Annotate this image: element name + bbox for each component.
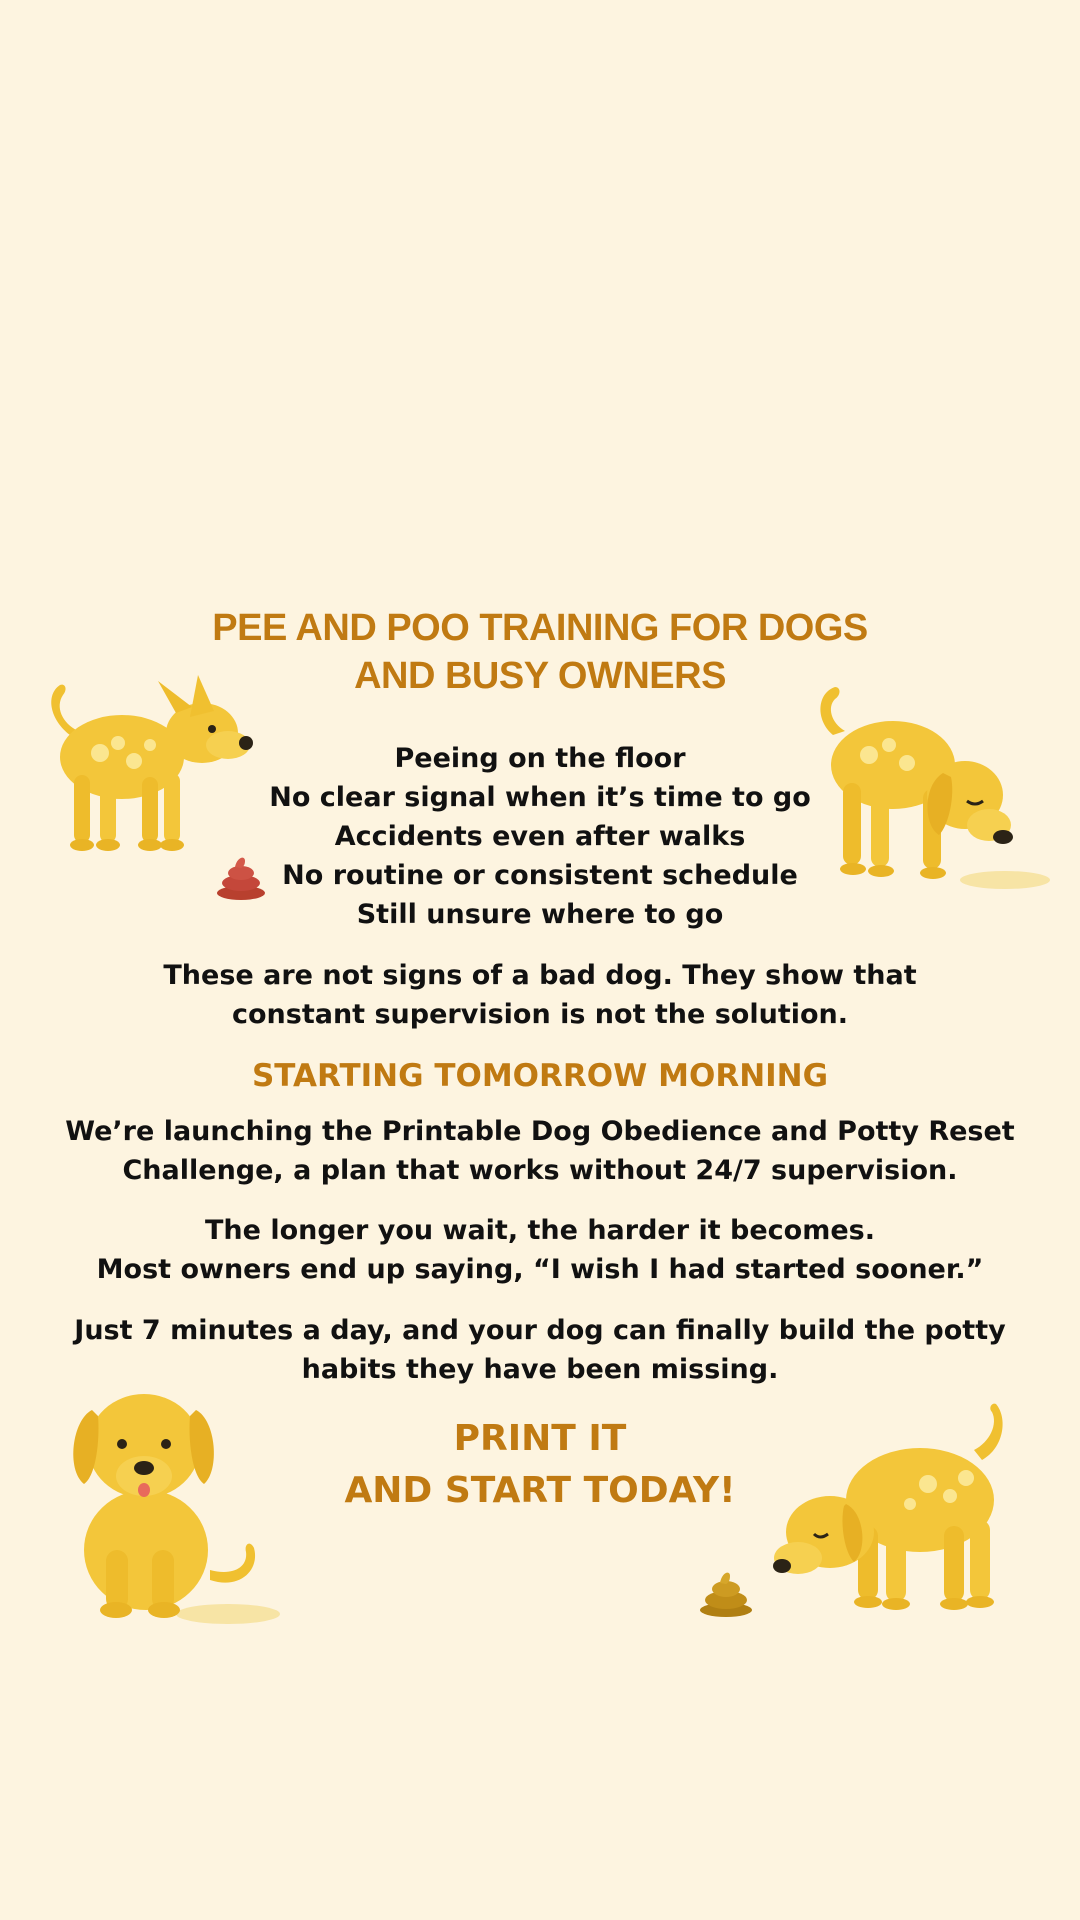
- standing-dog-icon: [30, 665, 260, 875]
- minutes-line-2: habits they have been missing.: [301, 1354, 779, 1385]
- urgency-line-2: Most owners end up saying, “I wish I had started sooner.”: [96, 1254, 984, 1285]
- title-line-2: AND BUSY OWNERS: [354, 655, 726, 697]
- starting-heading: STARTING TOMORROW MORNING: [251, 1058, 829, 1094]
- launch-text: [60, 1112, 1020, 1190]
- red-poop-icon: [215, 853, 267, 901]
- symptom-item: No routine or consistent schedule: [282, 860, 798, 891]
- symptom-item: Still unsure where to go: [356, 899, 724, 930]
- title-line-1: PEE AND POO TRAINING FOR DOGS: [212, 607, 868, 649]
- pooping-dog-icon: [760, 1400, 1020, 1620]
- reassurance-line-2: constant supervision is not the solution.: [231, 999, 849, 1030]
- minutes-line-1: Just 7 minutes a day, and your dog can finally build the potty: [74, 1315, 1006, 1346]
- minutes-text: [60, 1311, 1020, 1389]
- reassurance-text: [60, 956, 1020, 1034]
- symptom-item: No clear signal when it’s time to go: [269, 782, 811, 813]
- symptom-item: Peeing on the floor: [394, 743, 686, 774]
- reassurance-line-1: These are not signs of a bad dog. They show that: [163, 960, 917, 991]
- cta-line-1: PRINT IT: [453, 1418, 627, 1459]
- gold-poop-icon: [698, 1568, 754, 1618]
- cta-line-2: AND START TODAY!: [344, 1470, 736, 1511]
- launch-line-2: Challenge, a plan that works without 24/7 supervision.: [122, 1155, 958, 1186]
- urgency-line-1: The longer you wait, the harder it becomes.: [205, 1215, 875, 1246]
- urgency-text: [60, 1211, 1020, 1289]
- sitting-dog-icon: [60, 1380, 285, 1625]
- symptom-item: Accidents even after walks: [334, 821, 746, 852]
- sniffing-dog-icon: [805, 685, 1050, 895]
- launch-line-1: We’re launching the Printable Dog Obedience and Potty Reset: [65, 1116, 1015, 1147]
